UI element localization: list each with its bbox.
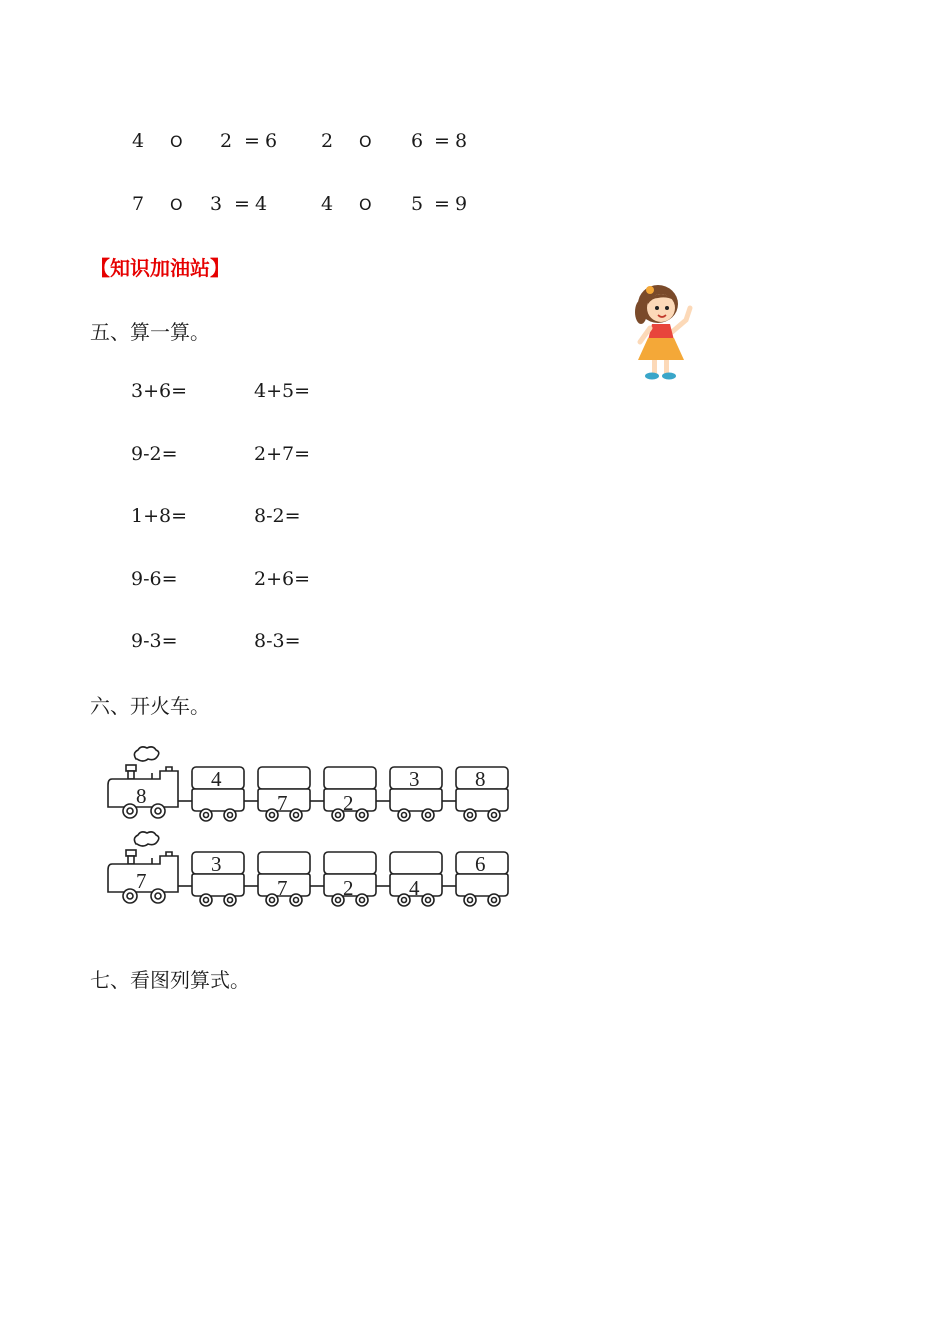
operator-blank[interactable]: O	[359, 132, 372, 151]
equals: =	[434, 130, 450, 152]
calc-problem: 3+6=	[131, 380, 188, 402]
section-6-title: 六、开火车。	[90, 694, 210, 718]
section-7-title: 七、看图列算式。	[90, 968, 250, 992]
calc-problem: 9-2=	[131, 443, 178, 465]
equals: =	[234, 193, 250, 215]
car-bottom-number: 4	[409, 876, 420, 900]
train-car	[192, 852, 244, 906]
equals: =	[244, 130, 260, 152]
result: 9	[455, 193, 468, 215]
train-car	[324, 852, 376, 906]
calc-problem: 2+7=	[254, 443, 311, 465]
train-engine	[108, 747, 178, 818]
result: 8	[455, 130, 468, 152]
car-top-number: 3	[211, 852, 222, 876]
train-car	[390, 852, 442, 906]
operator-blank[interactable]: O	[359, 195, 372, 214]
car-bottom-number: 2	[343, 791, 354, 815]
engine-number: 8	[136, 784, 147, 808]
operand: 2	[321, 130, 334, 152]
train-car	[390, 767, 442, 821]
operand: 2	[220, 130, 233, 152]
car-top-number: 6	[475, 852, 486, 876]
operand: 5	[411, 193, 424, 215]
car-top-number: 8	[475, 767, 486, 791]
engine-number: 7	[136, 869, 147, 893]
train-car	[258, 852, 310, 906]
train-1	[100, 745, 520, 825]
section-5-title: 五、算一算。	[90, 320, 210, 344]
result: 6	[265, 130, 278, 152]
calc-problem: 8-3=	[254, 630, 301, 652]
operator-blank[interactable]: O	[170, 195, 183, 214]
knowledge-station-heading: 【知识加油站】	[90, 256, 230, 280]
operand: 6	[411, 130, 424, 152]
girl-cartoon-icon	[628, 282, 700, 382]
car-bottom-number: 7	[277, 876, 288, 900]
car-bottom-number: 2	[343, 876, 354, 900]
train-engine	[108, 832, 178, 903]
car-top-number: 3	[409, 767, 420, 791]
calc-problem: 4+5=	[254, 380, 311, 402]
calc-problem: 1+8=	[131, 505, 188, 527]
operator-blank[interactable]: O	[170, 132, 183, 151]
operand: 3	[210, 193, 223, 215]
operand: 7	[132, 193, 145, 215]
train-car	[324, 767, 376, 821]
car-top-number: 4	[211, 767, 222, 791]
train-car	[456, 767, 508, 821]
car-bottom-number: 7	[277, 791, 288, 815]
calc-problem: 9-6=	[131, 568, 178, 590]
train-car	[456, 852, 508, 906]
operand: 4	[321, 193, 334, 215]
train-car	[258, 767, 310, 821]
calc-problem: 8-2=	[254, 505, 301, 527]
calc-problem: 2+6=	[254, 568, 311, 590]
equals: =	[434, 193, 450, 215]
train-2	[100, 830, 520, 910]
calc-problem: 9-3=	[131, 630, 178, 652]
result: 4	[255, 193, 268, 215]
train-car	[192, 767, 244, 821]
operand: 4	[132, 130, 145, 152]
